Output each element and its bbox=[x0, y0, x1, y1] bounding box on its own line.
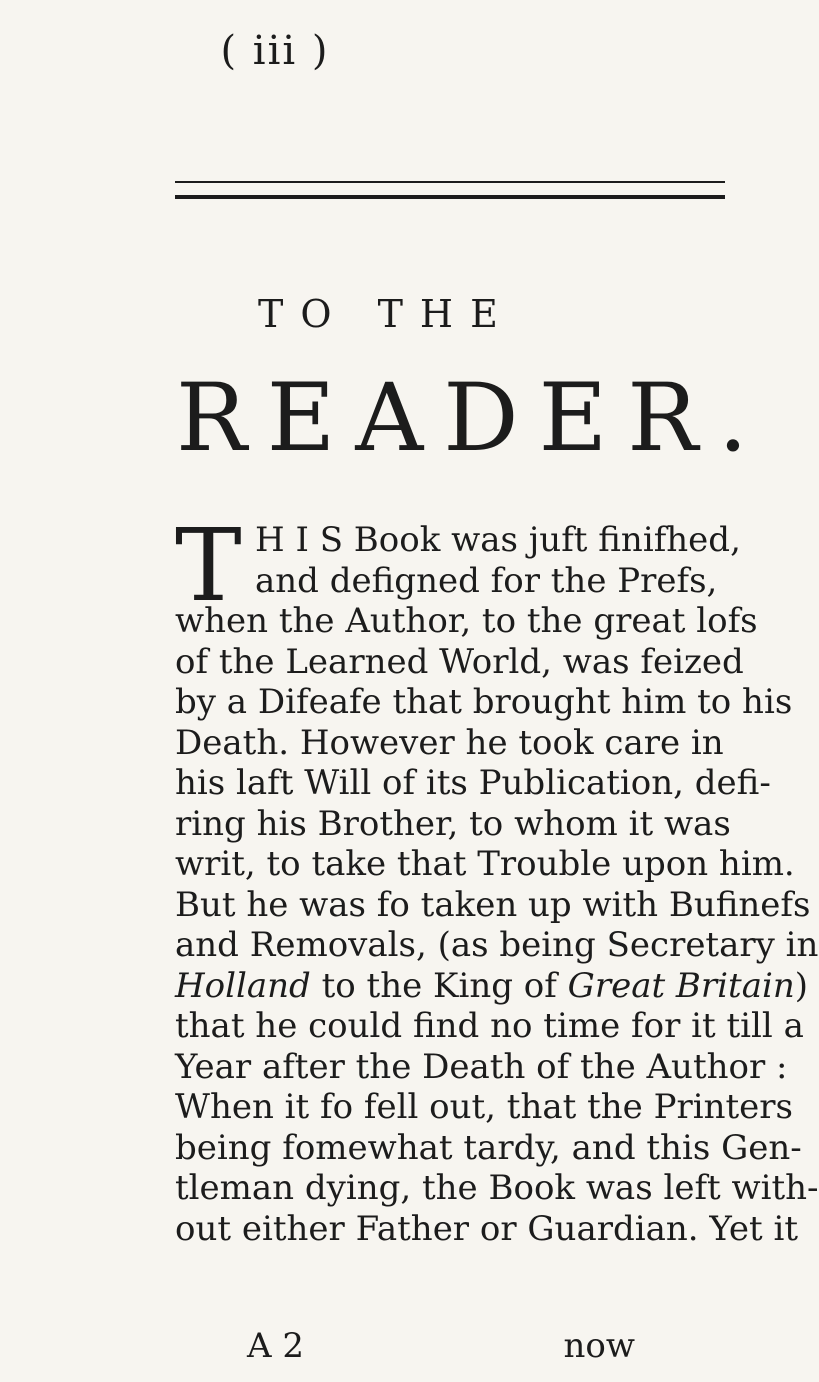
header-rule-thin bbox=[175, 181, 725, 183]
text-line: out either Father or Guardian. Yet it bbox=[175, 1208, 799, 1249]
text-line: being fomewhat tardy, and this Gen- bbox=[175, 1127, 802, 1168]
text-line: Death. However he took care in bbox=[175, 722, 724, 763]
page-number: ( iii ) bbox=[220, 28, 330, 74]
text-line: ring his Brother, to whom it was bbox=[175, 803, 731, 844]
text-line: and Removals, (as being Secretary in bbox=[175, 925, 819, 965]
text-line: writ, to take that Trouble upon him. bbox=[175, 844, 795, 884]
catchword: now bbox=[563, 1326, 635, 1366]
heading-reader: READER. bbox=[176, 364, 768, 473]
text-line: When it fo fell out, that the Printers bbox=[175, 1087, 793, 1127]
text-line: of the Learned World, was feized bbox=[175, 641, 744, 682]
body-text bbox=[175, 507, 819, 1249]
text-line: by a Difeafe that brought him to his bbox=[175, 682, 793, 722]
text-line: and defigned for the Prefs, bbox=[255, 560, 718, 601]
italic-holland: Holland bbox=[175, 965, 311, 1006]
text-line: that he could find no time for it till a bbox=[175, 1006, 804, 1046]
header-rule-thick bbox=[175, 195, 725, 199]
drop-cap: T bbox=[175, 507, 242, 624]
text-line: tleman dying, the Book was left with- bbox=[175, 1168, 819, 1208]
text-line: when the Author, to the great lofs bbox=[175, 601, 758, 641]
italic-great-britain: Great Britain bbox=[567, 965, 795, 1006]
text-line: H I S Book was juft finifhed, bbox=[255, 520, 741, 560]
heading-to-the: TO THE bbox=[258, 292, 515, 336]
text-fragment: ) bbox=[794, 965, 809, 1006]
text-line: But he was fo taken up with Bufinefs bbox=[175, 884, 811, 925]
text-fragment: to the King of bbox=[310, 965, 568, 1006]
text-line-mixed bbox=[175, 965, 809, 1007]
text-line: Year after the Death of the Author : bbox=[175, 1046, 788, 1087]
text-line: his laft Will of its Publication, defi- bbox=[175, 763, 771, 803]
signature-mark: A 2 bbox=[247, 1326, 304, 1366]
